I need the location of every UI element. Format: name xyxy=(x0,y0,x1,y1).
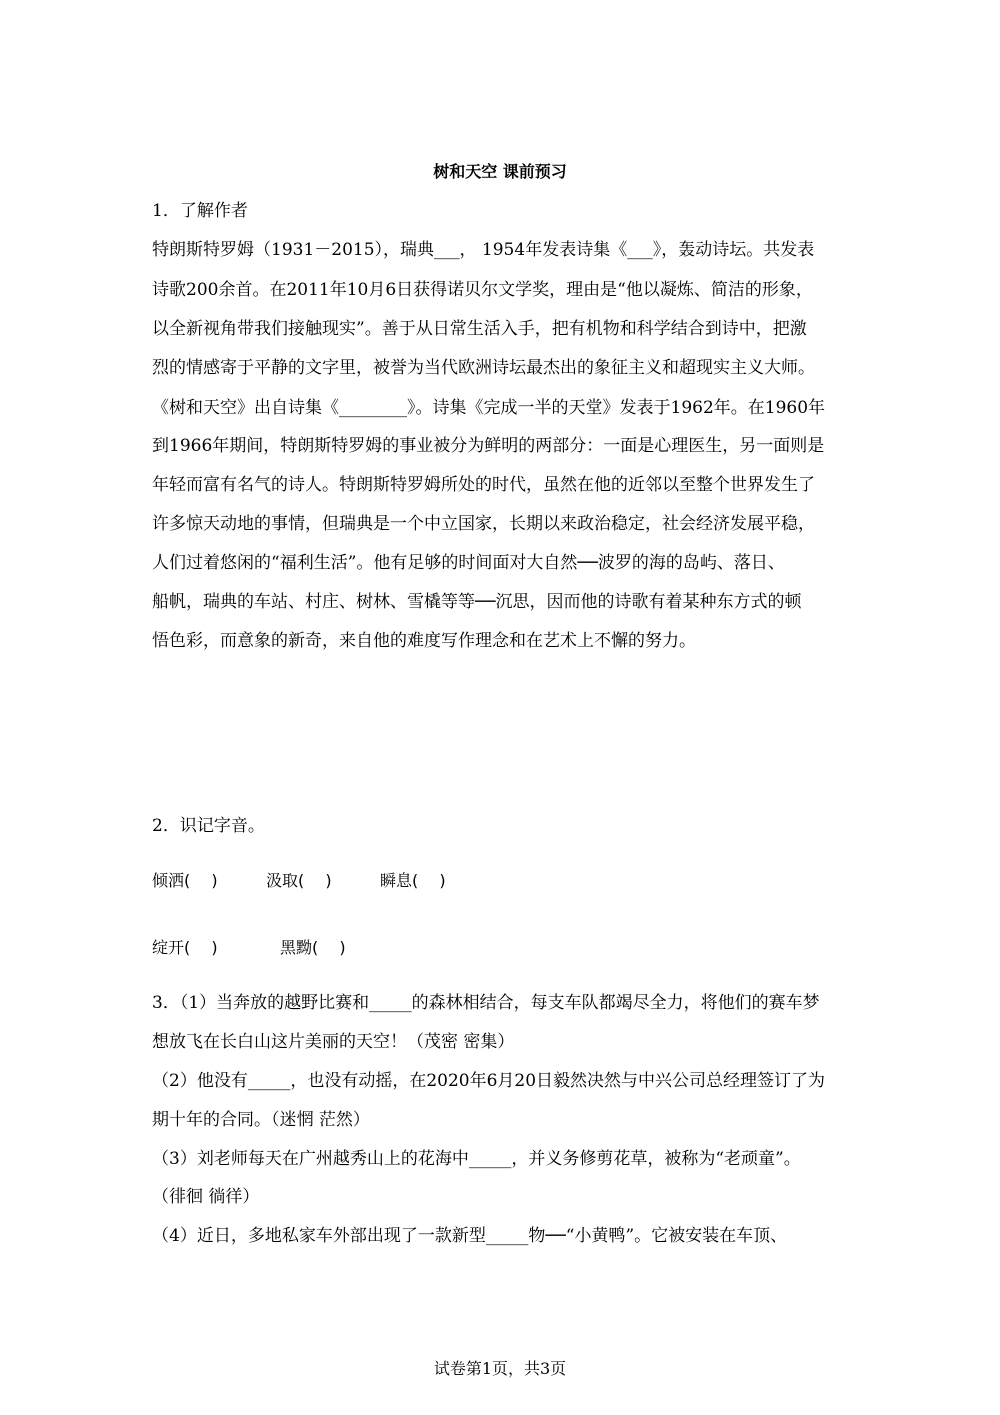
question-line: 想放飞在长白山这片美丽的天空！（茂密 密集） xyxy=(152,1032,515,1052)
page-title: 树和天空 课前预习 xyxy=(433,162,567,181)
section1-heading: 1．了解作者 xyxy=(152,201,248,221)
paragraph-line: 年轻而富有名气的诗人。特朗斯特罗姆所处的时代，虽然在他的近邻以至整个世界发生了 xyxy=(152,475,815,495)
section2-heading: 2．识记字音。 xyxy=(152,816,265,836)
paragraph-line: 人们过着悠闲的“福利生活”。他有足够的时间面对大自然──波罗的海的岛屿、落日、 xyxy=(152,553,785,573)
pronunciation-item: 倾洒( ) xyxy=(152,871,218,890)
paragraph-line: 以全新视角带我们接触现实”。善于从日常生活入手，把有机物和科学结合到诗中，把激 xyxy=(152,319,807,339)
pronunciation-item: 瞬息( ) xyxy=(380,871,446,890)
paragraph-line: 许多惊天动地的事情，但瑞典是一个中立国家，长期以来政治稳定，社会经济发展平稳， xyxy=(152,514,815,534)
pronunciation-item: 黑黝( ) xyxy=(280,938,346,957)
paragraph-line: 特朗斯特罗姆（1931－2015），瑞典___， 1954年发表诗集《___》，轰动诗坛。共发表 xyxy=(152,240,815,260)
paragraph-line: 烈的情感寄于平静的文字里，被誉为当代欧洲诗坛最杰出的象征主义和超现实主义大师。 xyxy=(152,358,815,378)
pronunciation-item: 绽开( ) xyxy=(152,938,218,957)
question-line: 期十年的合同。（迷惘 茫然） xyxy=(152,1110,370,1130)
question-line: （徘徊 徜徉） xyxy=(152,1187,260,1207)
pronunciation-item: 汲取( ) xyxy=(266,871,332,890)
paragraph-line: 船帆，瑞典的车站、村庄、树林、雪橇等等──沉思，因而他的诗歌有着某种东方式的顿 xyxy=(152,592,802,612)
paragraph-line: 《树和天空》出自诗集《________》。诗集《完成一半的天堂》发表于1962年。在1960年 xyxy=(152,398,826,418)
paragraph-line: 悟色彩，而意象的新奇，来自他的难度写作理念和在艺术上不懈的努力。 xyxy=(152,631,696,651)
question-line: 3．（1）当奔放的越野比赛和_____的森林相结合，每支车队都竭尽全力，将他们的赛车梦 xyxy=(152,993,820,1013)
page-footer: 试卷第1页，共3页 xyxy=(433,1359,567,1378)
question-line: （3）刘老师每天在广州越秀山上的花海中_____，并义务修剪花草，被称为“老顽童”。 xyxy=(152,1149,801,1169)
question-line: （4）近日，多地私家车外部出现了一款新型_____物──“小黄鸭”。它被安装在车顶、 xyxy=(152,1226,788,1246)
paragraph-line: 诗歌200余首。在2011年10月6日获得诺贝尔文学奖，理由是“他以凝炼、简洁的形象， xyxy=(152,280,813,300)
question-line: （2）他没有_____，也没有动摇，在2020年6月20日毅然决然与中兴公司总经理签订了为 xyxy=(152,1071,826,1091)
paragraph-line: 到1966年期间，特朗斯特罗姆的事业被分为鲜明的两部分：一面是心理医生，另一面则是 xyxy=(152,436,825,456)
